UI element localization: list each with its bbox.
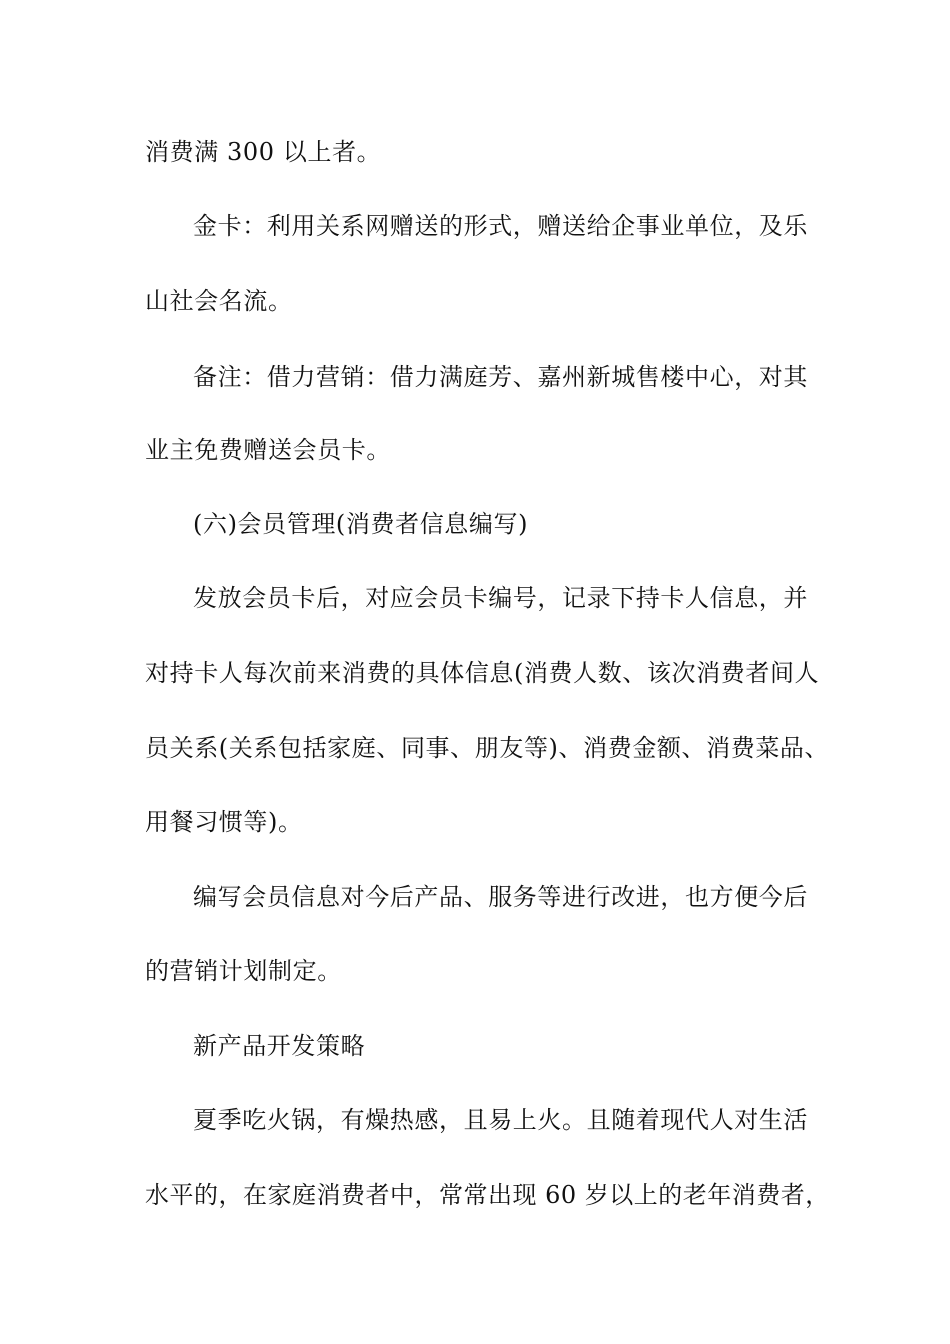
paragraph-line: 备注：借力营销：借力满庭芳、嘉州新城售楼中心，对其 bbox=[193, 363, 808, 391]
paragraph-line: 业主免费赠送会员卡。 bbox=[145, 436, 391, 464]
paragraph-line: 对持卡人每次前来消费的具体信息(消费人数、该次消费者间人 bbox=[145, 659, 820, 687]
paragraph-line: 消费满 300 以上者。 bbox=[145, 138, 382, 166]
paragraph-line: 夏季吃火锅，有燥热感，且易上火。且随着现代人对生活 bbox=[193, 1106, 808, 1134]
paragraph-line: 山社会名流。 bbox=[145, 287, 293, 315]
paragraph-line: 员关系(关系包括家庭、同事、朋友等)、消费金额、消费菜品、 bbox=[145, 734, 830, 762]
paragraph-line: 编写会员信息对今后产品、服务等进行改进，也方便今后 bbox=[193, 883, 808, 911]
paragraph-line: 的营销计划制定。 bbox=[145, 957, 342, 985]
paragraph-line: 水平的，在家庭消费者中，常常出现 60 岁以上的老年消费者， bbox=[145, 1181, 830, 1209]
paragraph-line: 金卡：利用关系网赠送的形式，赠送给企事业单位，及乐 bbox=[193, 212, 808, 240]
paragraph-line: 发放会员卡后，对应会员卡编号，记录下持卡人信息，并 bbox=[193, 584, 808, 612]
section-heading: (六)会员管理(消费者信息编写) bbox=[193, 510, 529, 538]
section-heading: 新产品开发策略 bbox=[193, 1032, 366, 1060]
paragraph-line: 用餐习惯等)。 bbox=[145, 808, 303, 836]
